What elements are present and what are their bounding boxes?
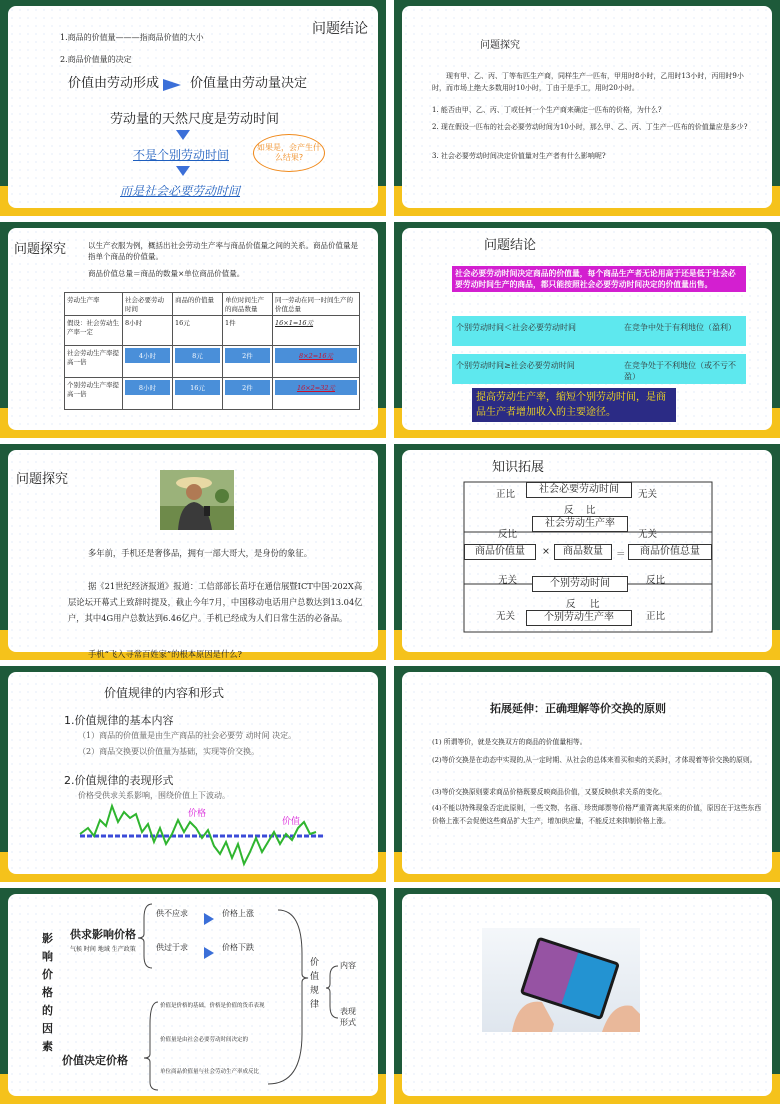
relation-label: 正比 <box>496 489 516 500</box>
relation-label: 正比 <box>646 611 666 622</box>
relation-label: 无关 <box>638 489 658 500</box>
table-row <box>65 378 360 410</box>
price-label: 价格 <box>188 809 207 819</box>
paragraph: 多年前，手机还是奢侈品，拥有一部大哥大，是身份的象征。 <box>88 548 313 558</box>
table-cell: 16×1=16元 <box>273 316 360 346</box>
table-cell: 单位时间生产的商品数量 <box>223 293 273 316</box>
slide-2[interactable] <box>394 0 780 216</box>
value-box: 8小时 <box>125 380 170 395</box>
vertical-char: 影 <box>42 932 53 945</box>
slide-card <box>8 894 378 1096</box>
list-item: （2）商品交换要以价值量为基础，实现等价交换。 <box>78 747 260 756</box>
text-line: 价值量由劳动量决定 <box>190 76 308 91</box>
form-label: 表现形式 <box>340 1007 356 1027</box>
relation-label: 反比 <box>646 575 666 586</box>
table-cell: 商品的价值量 <box>173 293 223 316</box>
vertical-char: 因 <box>42 1022 53 1035</box>
table-cell <box>223 378 273 410</box>
slide-card <box>8 6 378 208</box>
table-cell: 个别劳动生产率提高一倍 <box>65 378 123 410</box>
slide-card <box>402 894 772 1096</box>
value-box: 2件 <box>225 380 270 395</box>
slide-title: 问题结论 <box>312 21 368 37</box>
question: 3. 社会必要劳动时间决定价值量对生产者有什么影响呢? <box>432 152 606 160</box>
vertical-char: 的 <box>42 1004 53 1017</box>
relation-label: 比 <box>586 505 596 516</box>
supply-result: 价格下跌 <box>222 943 254 952</box>
relation-label: 反比 <box>498 529 518 540</box>
law-char: 规 <box>310 986 320 996</box>
box-social-productivity: 社会劳动生产率 <box>532 516 628 532</box>
slide-6[interactable] <box>394 444 780 660</box>
arrow-right-icon <box>204 944 214 963</box>
text-line: 1.商品的价值量———指商品价值的大小 <box>60 33 204 42</box>
section-heading: 2.价值规律的表现形式 <box>64 774 174 787</box>
arrow-down-icon <box>176 130 190 140</box>
value-box: 2件 <box>225 348 270 363</box>
times-sign: × <box>542 546 550 557</box>
supply-case: 供不应求 <box>156 909 188 918</box>
box-commodity-quantity: 商品数量 <box>554 544 612 560</box>
table-cell: 假设：社会劳动生产率一定 <box>65 316 123 346</box>
value-box: 8×2=16元 <box>275 348 357 363</box>
text-line: 2.商品价值量的决定 <box>60 55 132 64</box>
slide-title: 拓展延伸：正确理解等价交换的原则 <box>490 702 666 715</box>
table-cell <box>223 346 273 378</box>
vertical-char: 价 <box>42 968 53 981</box>
law-label <box>310 956 322 1012</box>
arrow-right-icon <box>163 76 181 95</box>
slide-10[interactable] <box>394 888 780 1104</box>
relation-label: 无关 <box>638 529 658 540</box>
formula: 商品价值总量＝商品的数量×单位商品价值量。 <box>88 269 245 278</box>
value-box: 16元 <box>175 380 220 395</box>
slide-card <box>8 228 378 430</box>
note: 价值是价格的基础，价格是价值的货币表现 <box>160 1003 265 1009</box>
table-cell <box>123 346 173 378</box>
slide-7[interactable] <box>0 666 386 882</box>
cyan-right-text: 在竞争中处于有利地位（盈利） <box>624 323 736 332</box>
slide-title: 问题探究 <box>480 40 520 51</box>
paragraph: (1) 所谓等价，就是交换双方的商品的价值量相等。 <box>432 738 587 746</box>
paragraph: (4)不能以特殊现象否定此原则，一些文物、名画、珍贵邮票等价格严重背离其原来的价值，原因在于这些东西价格上涨不会促使这些商品扩大生产，增加供应量，不能反过来抑制价格上涨。 <box>432 804 762 825</box>
table-cell <box>123 378 173 410</box>
slide-4[interactable] <box>394 222 780 438</box>
section-heading: 1.价值规律的基本内容 <box>64 714 174 727</box>
table-cell <box>173 346 223 378</box>
box-social-necessary-time: 社会必要劳动时间 <box>526 482 632 498</box>
text-line: 而是社会必要劳动时间 <box>120 184 241 198</box>
paragraph: (2)等价交换是在动态中实现的,从一定时期、从社会的总体来看买和卖的关系时，才体现着等价交换的原则。 <box>432 756 757 764</box>
table-cell: 8小时 <box>123 316 173 346</box>
data-table <box>64 292 360 410</box>
table-cell <box>173 378 223 410</box>
slide-card <box>402 228 772 430</box>
vertical-char: 格 <box>42 986 53 999</box>
slide-1[interactable] <box>0 0 386 216</box>
decide-heading: 价值决定价格 <box>62 1054 128 1067</box>
note: 单位商品价值量与社会劳动生产率成反比 <box>160 1069 260 1075</box>
slide-title: 问题探究 <box>16 472 69 487</box>
box-commodity-value: 商品价值量 <box>464 544 536 560</box>
slide-title: 问题结论 <box>484 238 537 253</box>
conclusion-box: 提高劳动生产率，缩短个别劳动时间，是商品生产者增加收入的主要途径。 <box>472 388 676 422</box>
equals-sign: ＝ <box>616 549 626 560</box>
box-individual-time: 个别劳动时间 <box>532 576 628 592</box>
text-line: 不是个别劳动时间 <box>133 148 230 162</box>
slide-card <box>8 672 378 874</box>
law-char: 价 <box>310 958 320 968</box>
phone-photo <box>482 928 640 1032</box>
relation-label: 比 <box>590 599 600 610</box>
supply-result: 价格上涨 <box>222 909 254 918</box>
slide-3[interactable] <box>0 222 386 438</box>
law-char: 律 <box>310 1000 320 1010</box>
value-box: 8元 <box>175 348 220 363</box>
slide-title: 问题探究 <box>14 242 67 257</box>
supply-heading: 供求影响价格 <box>70 928 136 941</box>
relation-label: 无关 <box>496 611 516 622</box>
content-label: 内容 <box>340 961 356 970</box>
table-row <box>65 346 360 378</box>
slide-9[interactable] <box>0 888 386 1104</box>
value-box: 4小时 <box>125 348 170 363</box>
slide-title: 价值规律的内容和形式 <box>104 686 225 700</box>
vertical-char: 素 <box>42 1040 53 1053</box>
cyan-left-text: 个别劳动时间＜社会必要劳动时间 <box>456 323 576 332</box>
table-cell <box>273 378 360 410</box>
slide-card <box>8 450 378 659</box>
paragraph: 现有甲、乙、丙、丁等布匹生产商，同样生产一匹布，甲用时8小时，乙用时13小时，丙用时9小时，而市场上绝大多数用时10小时，丁由于是手工，用时20小时。 <box>432 72 744 92</box>
note: 价值量是由社会必要劳动时间决定的 <box>160 1037 249 1043</box>
box-total-value: 商品价值总量 <box>628 544 712 560</box>
value-label: 价值 <box>282 817 301 827</box>
box-individual-productivity: 个别劳动生产率 <box>526 610 632 626</box>
cyan-box <box>452 316 746 346</box>
paragraph: (3)等价交换原则要求商品价格既要反映商品价值，又要反映供求关系的变化。 <box>432 788 666 796</box>
table-cell: 劳动生产率 <box>65 293 123 316</box>
callout-bubble: 如果是，会产生什么结果? <box>253 134 325 172</box>
vertical-char: 响 <box>42 950 53 963</box>
table-cell <box>273 346 360 378</box>
slide-card <box>402 6 772 208</box>
table-row <box>65 316 360 346</box>
slide-card <box>402 672 772 874</box>
table-header-row <box>65 293 360 316</box>
table-cell: 社会必要劳动时间 <box>123 293 173 316</box>
question: 手机“飞入寻常百姓家”的根本原因是什么? <box>88 649 242 659</box>
slide-8[interactable] <box>394 666 780 882</box>
list-item: 价格受供求关系影响，围绕价值上下波动。 <box>78 791 230 800</box>
relation-label: 无关 <box>498 575 518 586</box>
law-char: 值 <box>310 972 320 982</box>
question: 1. 能否由甲、乙、丙、丁或任何一个生产商来确定一匹布的价格，为什么? <box>432 106 662 114</box>
relation-label: 反 <box>564 505 574 516</box>
table-cell: 16元 <box>173 316 223 346</box>
list-item: （1）商品的价值量是由生产商品的社会必要劳 动时间 决定。 <box>78 731 297 740</box>
table-cell: 同一劳动在同一时间生产的价值总量 <box>273 293 360 316</box>
slide-title: 知识拓展 <box>492 460 545 475</box>
question: 2. 现在假设一匹布的社会必要劳动时间为10小时，那么甲、乙、丙、丁生产一匹布的价值量应是多少? <box>432 123 748 131</box>
farmer-photo <box>160 470 234 530</box>
arrow-right-icon <box>204 910 214 929</box>
cyan-left-text: 个别劳动时间≥社会必要劳动时间 <box>456 361 575 370</box>
supply-case: 供过于求 <box>156 943 188 952</box>
table-cell: 社会劳动生产率提高一倍 <box>65 346 123 378</box>
arrow-down-icon <box>176 166 190 176</box>
paragraph: 据《21世纪经济报道》报道：工信部部长苗圩在通信展暨ICT中国·202X高层论坛开幕式上致辞时提及，截止今年7月，中国移动电话用户总数达到13.04亿户，其中4G用户总数达到6.46亿户。手机已经成为人们日常生活的必备品。 <box>68 581 363 623</box>
table-cell: 1件 <box>223 316 273 346</box>
factors-text: 气候 时间 地域 生产政策 <box>70 946 136 953</box>
value-box: 16×2=32元 <box>275 380 357 395</box>
text-line: 劳动量的天然尺度是劳动时间 <box>110 112 280 127</box>
slide-5[interactable] <box>0 444 386 660</box>
cyan-right-text: 在竞争处于不利地位（或不亏不盈） <box>624 361 736 381</box>
cyan-box <box>452 354 746 384</box>
intro: 以生产衣服为例，概括出社会劳动生产率与商品价值量之间的关系。商品价值量是指单个商品的价值量。 <box>88 241 358 261</box>
highlight-box: 社会必要劳动时间决定商品的价值量，每个商品生产者无论用高于还是低于社会必要劳动时间生产的商品，都只能按照社会必要劳动时间决定的价值量出售。 <box>452 266 746 292</box>
relation-label: 反 <box>566 599 576 610</box>
text-line: 价值由劳动形成 <box>68 76 160 91</box>
slide-card <box>402 450 772 652</box>
